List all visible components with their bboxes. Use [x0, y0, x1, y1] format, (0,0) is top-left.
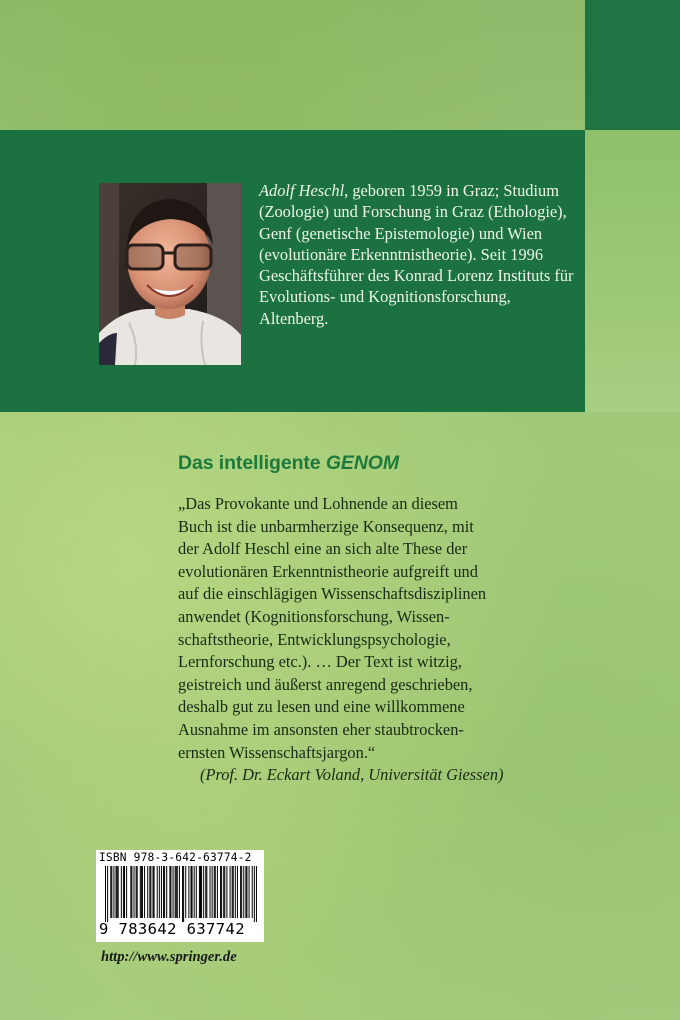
barcode-bar: [240, 866, 241, 918]
quote-line: Buch ist die unbarmherzige Konsequenz, mit: [178, 516, 474, 536]
review-quote: [178, 493, 538, 787]
barcode-bar: [110, 866, 111, 918]
quote-line: geistreich und äußerst anregend geschrieben,: [178, 674, 473, 694]
barcode-bar: [210, 866, 211, 918]
barcode-bar: [252, 866, 253, 918]
barcode-bar: [121, 866, 122, 918]
barcode-bar: [179, 866, 180, 918]
quote-line: ernsten Wissenschaftsjargon.“: [178, 742, 376, 762]
barcode-bar: [237, 866, 238, 918]
quote-line: Ausnahme im ansonsten eher staubtrocken-: [178, 719, 464, 739]
decorative-light-strip: [585, 130, 680, 412]
isbn-barcode-box: [96, 850, 264, 942]
book-title-emphasis: GENOM: [325, 452, 400, 474]
barcode-bar: [226, 866, 227, 918]
barcode-bar: [154, 866, 155, 918]
barcode-bar: [137, 866, 138, 918]
barcode-bar: [183, 866, 184, 922]
barcode-bar: [159, 866, 160, 918]
barcode-bar: [256, 866, 257, 922]
author-bio: [259, 180, 579, 329]
quote-line: „Das Provokante und Lohnende an diesem: [178, 494, 458, 513]
barcode-bar: [166, 866, 167, 918]
publisher-url[interactable]: http://www.springer.de: [101, 949, 237, 965]
barcode-bar: [233, 866, 234, 918]
barcode-bar: [245, 866, 246, 918]
barcode-bar: [243, 866, 244, 918]
barcode-bar: [220, 866, 221, 918]
quote-attribution: (Prof. Dr. Eckart Voland, Universität Giessen): [200, 765, 504, 785]
barcode-bar: [249, 866, 250, 918]
barcode-bar: [131, 866, 132, 918]
barcode-bar: [113, 866, 114, 918]
barcode-bar: [147, 866, 148, 918]
barcode-bar: [170, 866, 171, 918]
barcode-bar: [192, 866, 193, 918]
quote-line: deshalb gut zu lesen und eine willkommene: [178, 697, 465, 717]
barcode-bar: [185, 866, 186, 918]
decorative-green-block: [585, 0, 680, 130]
barcode-bar: [123, 866, 124, 918]
barcode-bar: [223, 866, 224, 918]
barcode-bar: [144, 866, 145, 918]
barcode-bar: [203, 866, 204, 918]
barcode-bar: [116, 866, 117, 918]
barcode-bar: [175, 866, 176, 918]
barcode-bar: [217, 866, 218, 918]
barcode-bar: [235, 866, 236, 918]
barcode-bar: [182, 866, 183, 922]
barcode-bar: [134, 866, 135, 918]
isbn-label: ISBN 978-3-642-63774-2: [99, 851, 252, 864]
barcode-bar: [200, 866, 201, 918]
barcode-bar: [254, 866, 255, 922]
quote-line: schaftstheorie, Entwicklungspsychologie,: [178, 629, 451, 649]
barcode-bar: [169, 866, 170, 918]
author-name: Adolf Heschl: [259, 181, 345, 200]
barcode-bar: [164, 866, 165, 918]
barcode-bar: [117, 866, 118, 918]
barcode-bar: [205, 866, 206, 918]
barcode-bar: [215, 866, 216, 918]
barcode-bar: [105, 866, 106, 922]
barcode-bar: [141, 866, 142, 918]
barcode-bar: [232, 866, 233, 918]
barcode: [105, 866, 257, 922]
barcode-bar: [136, 866, 137, 918]
barcode-bar: [130, 866, 131, 918]
quote-line: der Adolf Heschl eine an sich alte These der: [178, 539, 468, 559]
quote-line: evolutionären Erkenntnistheorie aufgreift und: [178, 561, 478, 581]
barcode-bar: [212, 866, 213, 918]
barcode-bar: [177, 866, 178, 918]
author-bio-text: , geboren 1959 in Graz; Studium (Zoologie) und Forschung in Graz (Ethologie), Genf (genetische Epistemologie) und Wien (evolutionäre Erkenntnistheorie). Seit 1996 Geschäftsführer des Konrad Lorenz Instituts für Evolutions- und Kognitionsforschung, Altenberg.: [259, 181, 574, 328]
barcode-bar: [161, 866, 162, 918]
barcode-bar: [196, 866, 197, 918]
barcode-bar: [118, 866, 119, 918]
book-title-prefix: Das intelligente: [178, 452, 326, 474]
barcode-bar: [157, 866, 158, 918]
barcode-bar: [221, 866, 222, 918]
barcode-bar: [149, 866, 150, 918]
barcode-bar: [246, 866, 247, 918]
barcode-bar: [241, 866, 242, 918]
barcode-bar: [191, 866, 192, 918]
author-photo: [99, 183, 241, 365]
barcode-bar: [107, 866, 108, 922]
barcode-bar: [140, 866, 141, 918]
barcode-bar: [230, 866, 231, 918]
barcode-bar: [111, 866, 112, 918]
barcode-bar: [201, 866, 202, 918]
barcode-bar: [224, 866, 225, 918]
quote-line: auf die einschlägigen Wissenschaftsdisziplinen: [178, 584, 487, 604]
barcode-bar: [142, 866, 143, 918]
barcode-bar: [173, 866, 174, 918]
isbn-digits: 9 783642 637742: [99, 920, 245, 938]
barcode-bar: [150, 866, 151, 918]
book-title: [178, 452, 399, 475]
barcode-bar: [124, 866, 125, 918]
barcode-bar: [188, 866, 189, 918]
barcode-bar: [153, 866, 154, 918]
barcode-bar: [199, 866, 200, 918]
barcode-bar: [194, 866, 195, 918]
barcode-bar: [214, 866, 215, 918]
quote-line: Lernforschung etc.). … Der Text ist witzig,: [178, 652, 462, 672]
barcode-bar: [126, 866, 127, 918]
barcode-bar: [163, 866, 164, 918]
barcode-bar: [176, 866, 177, 918]
barcode-bar: [206, 866, 207, 918]
quote-line: anwendet (Kognitionsforschung, Wissen-: [178, 606, 450, 626]
